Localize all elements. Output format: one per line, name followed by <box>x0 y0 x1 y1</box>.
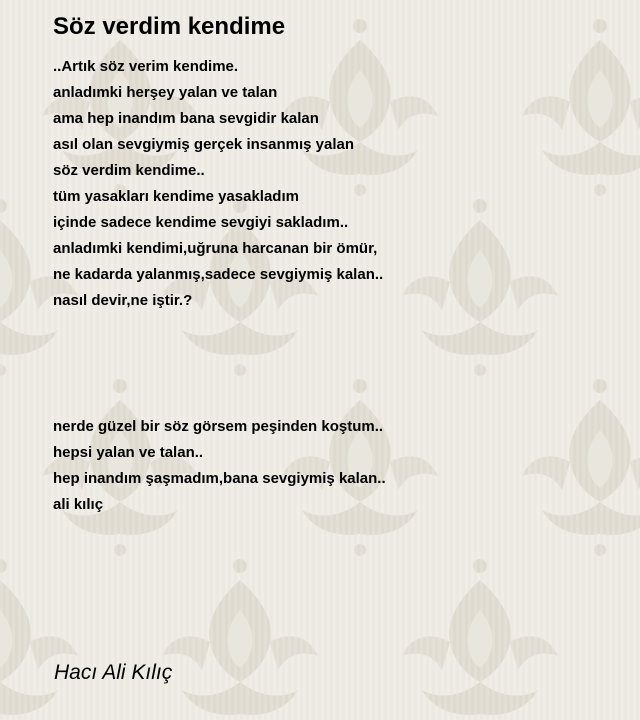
poem-line: söz verdim kendime.. <box>53 162 205 179</box>
poem-line: hepsi yalan ve talan.. <box>53 444 204 461</box>
poem-author: Hacı Ali Kılıç <box>54 661 173 684</box>
poem-line: içinde sadece kendime sevgiyi sakladım.. <box>53 214 349 231</box>
poem-line: ali kılıç <box>53 496 104 513</box>
poem-line: nerde güzel bir söz görsem peşinden koştum.. <box>53 418 384 435</box>
poem-line: asıl olan sevgiymiş gerçek insanmış yalan <box>53 136 354 153</box>
poem-line: hep inandım şaşmadım,bana sevgiymiş kalan.. <box>53 470 386 487</box>
poem-line: nasıl devir,ne iştir.? <box>53 292 193 309</box>
poem-stanza <box>53 54 383 314</box>
poem-line: ne kadarda yalanmış,sadece sevgiymiş kalan.. <box>53 266 384 283</box>
poem-line: ..Artık söz verim kendime. <box>53 58 239 75</box>
poem-line: ama hep inandım bana sevgidir kalan <box>53 110 319 127</box>
poem-title: Söz verdim kendime <box>53 13 286 40</box>
poem-line: tüm yasakları kendime yasakladım <box>53 188 299 205</box>
poem-line: anladımki herşey yalan ve talan <box>53 84 278 101</box>
poem-line: anladımki kendimi,uğruna harcanan bir ömür, <box>53 240 378 257</box>
poem-stanza <box>53 414 386 518</box>
